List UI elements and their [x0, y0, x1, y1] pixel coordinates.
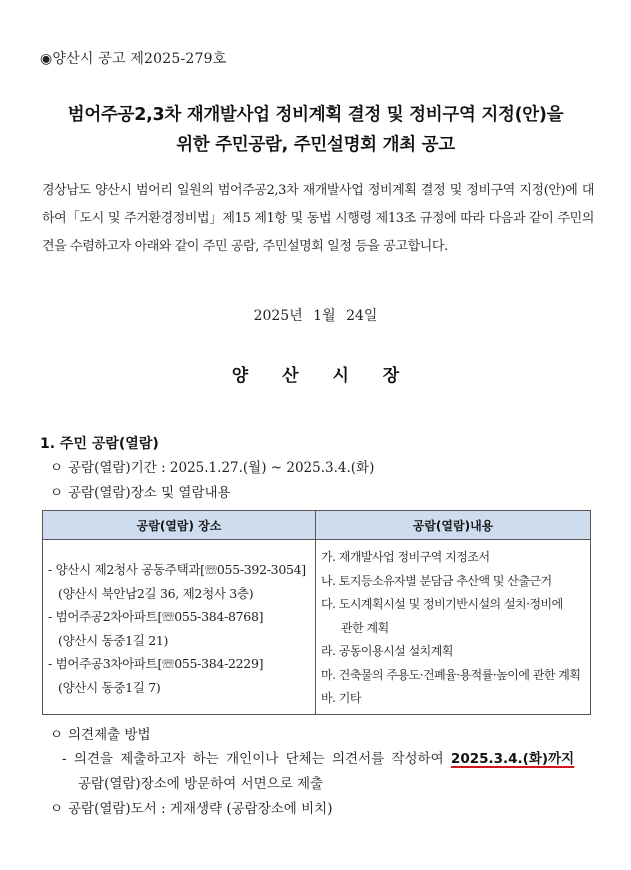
- header-contents: 공람(열람)내용: [316, 511, 591, 540]
- review-place-heading: [50, 481, 231, 501]
- notice-date: 2025년 1월 24일: [253, 308, 378, 324]
- opinion-deadline: 2025.3.4.(화)까지: [450, 751, 575, 767]
- table-row: [43, 540, 591, 715]
- content-item: 나. 토지등소유자별 분담금 추산액 및 산출근거: [321, 573, 552, 588]
- opinion-instruction-text: - 의견을 제출하고자 하는 개인이나 단체는 의견서를 작성하여: [62, 751, 451, 767]
- location-name: - 양산시 제2청사 공동주택과[☏055-392-3054]: [48, 562, 306, 577]
- location-address: (양산시 동중1길 7): [58, 679, 161, 695]
- intro-paragraph: 경상남도 양산시 범어리 일원의 범어주공2,3차 재개발사업 정비계획 결정 및 정비구역 지정(안)에 대하여「도시 및 주거환경정비법」제15 제1항 및 동법 시행령 제13조 규정에 따라 다음과 같이 주민의견을 수렴하고자 아래와 같이 주민 공람, 주민설명회 일정 등을 공고합니다.: [42, 183, 594, 254]
- contents-cell: [316, 540, 591, 715]
- review-place-heading-text: 공람(열람)장소 및 열람내용: [68, 485, 231, 501]
- review-period-text: 공람(열람)기간 : 2025.1.27.(월) ~ 2025.3.4.(화): [68, 460, 375, 476]
- bullet-circle-icon: ㅇ: [50, 727, 64, 743]
- content-item: 마. 건축물의 주용도·건폐율·용적률·높이에 관한 계획: [321, 667, 581, 682]
- issuer-signature: 양 산 시 장: [231, 366, 400, 386]
- content-item: 바. 기타: [321, 691, 361, 705]
- location-name: - 범어주공3차아파트[☏055-384-2229]: [48, 656, 264, 671]
- bullet-circle-icon: ㅇ: [50, 460, 64, 476]
- location-name: - 범어주공2차아파트[☏055-384-8768]: [48, 609, 264, 624]
- opinion-method-heading-text: 의견제출 방법: [68, 727, 151, 743]
- bullet-circle-icon: ㅇ: [50, 485, 64, 501]
- locations-cell: [43, 540, 316, 715]
- location-address: (양산시 북안남2길 36, 제2청사 3층): [58, 585, 254, 601]
- content-item: 라. 공동이용시설 설치계획: [321, 644, 453, 658]
- opinion-instruction: [62, 747, 574, 767]
- review-table: [42, 510, 591, 715]
- opinion-instruction-continued: 공람(열람)장소에 방문하여 서면으로 제출: [78, 776, 324, 792]
- header-location: 공람(열람) 장소: [43, 511, 316, 540]
- bullet-circle-icon: ㅇ: [50, 801, 64, 817]
- table-header-row: [43, 511, 591, 540]
- page-title: [20, 100, 611, 160]
- opinion-method-heading: [50, 723, 151, 743]
- title-line-2: 위한 주민공람, 주민설명회 개최 공고: [176, 135, 455, 155]
- section-heading-public-review: 1. 주민 공람(열람): [40, 436, 159, 452]
- content-item: 다. 도시계획시설 및 정비기반시설의 설치·정비에: [321, 597, 563, 611]
- content-item: 가. 재개발사업 정비구역 지정조서: [321, 550, 490, 564]
- review-documents-text: 공람(열람)도서 : 게재생략 (공람장소에 비치): [68, 801, 333, 817]
- title-line-1: 범어주공2,3차 재개발사업 정비계획 결정 및 정비구역 지정(안)을: [67, 105, 564, 125]
- review-documents: [50, 797, 332, 817]
- content-item-continuation: 관한 계획: [341, 620, 389, 635]
- notice-number: ◉양산시 공고 제2025-279호: [40, 51, 227, 67]
- location-address: (양산시 동중1길 21): [58, 632, 169, 648]
- review-period: [50, 456, 374, 476]
